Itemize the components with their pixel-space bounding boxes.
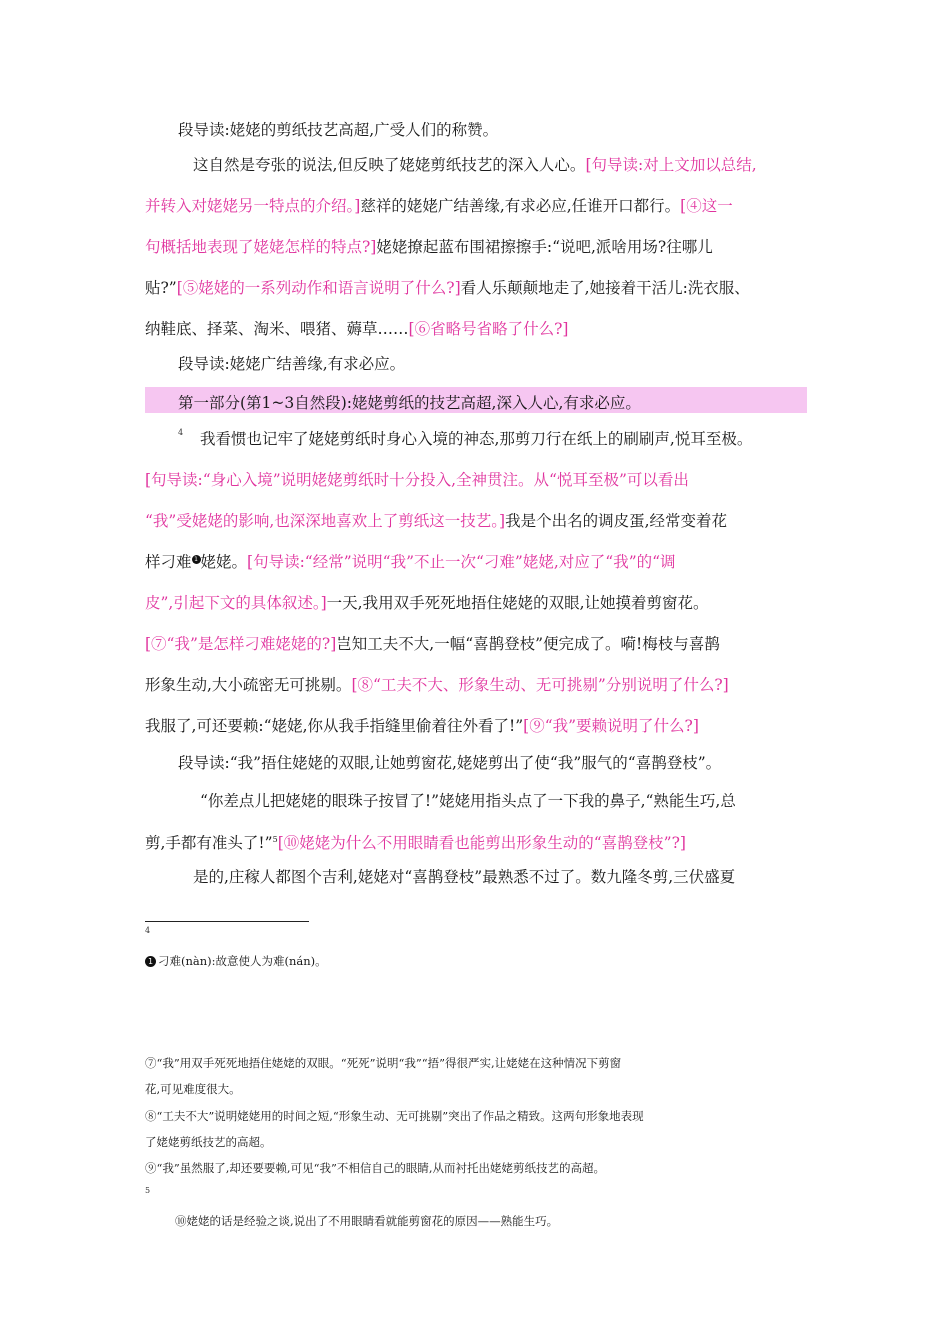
body-line [145, 237, 810, 257]
margin-mark: 4 [178, 428, 184, 437]
annotation-text: [⑤姥姥的一系列动作和语言说明了什么?] [176, 279, 461, 297]
annotation-text: 并转入对姥姥另一特点的介绍。] [145, 197, 361, 215]
footnote-ref: 1 [192, 555, 201, 564]
body-line [178, 354, 843, 374]
annotation-text: 皮”,引起下文的具体叙述。] [145, 594, 327, 612]
main-text: 是的,庄稼人都图个吉利,姥姥对“喜鹊登枝”最熟悉不过了。数九隆冬剪,三伏盛夏 [193, 868, 736, 886]
body-line [145, 196, 810, 216]
body-line [145, 716, 810, 736]
body-line [145, 319, 810, 339]
body-line [178, 753, 843, 773]
main-text: 形象生动,大小疏密无可挑剔。 [145, 676, 352, 694]
main-text: 慈祥的姥姥广结善缘,有求必应,任谁开口都行。 [360, 197, 681, 215]
main-text: 看人乐颠颠地走了,她接着干活儿:洗衣服、 [460, 279, 750, 297]
main-text: 姥姥撩起蓝布围裙擦擦手:“说吧,派啥用场?往哪儿 [376, 238, 713, 256]
note-8-line-2: 了姥姥剪纸技艺的高超。 [145, 1135, 272, 1149]
main-text: “你差点儿把姥姥的眼珠子按冒了!”姥姥用指头点了一下我的鼻子,“熟能生巧,总 [200, 792, 736, 810]
body-line [193, 867, 858, 887]
note-7-line-2: 花,可见难度很大。 [145, 1082, 241, 1096]
note-10: ⑩姥姥的话是经验之谈,说出了不用眼睛看就能剪窗花的原因——熟能生巧。 [175, 1214, 559, 1228]
note-7-line-1: ⑦“我”用双手死死地捂住姥姥的双眼。“死死”说明“我”“捂”得很严实,让姥姥在这种情况下剪窗 [145, 1056, 622, 1070]
note-9: ⑨“我”虽然服了,却还要要赖,可见“我”不相信自己的眼睛,从而衬托出姥姥剪纸技艺的高超。 [145, 1161, 605, 1175]
main-text: 剪,手都有准头了!” [145, 834, 273, 853]
annotation-text: [句导读:“身心入境”说明姥姥剪纸时十分投入,全神贯注。从“悦耳至极”可以看出 [145, 471, 689, 489]
annotation-text: [⑩姥姥为什么不用眼睛看也能剪出形象生动的“喜鹊登枝”?] [277, 834, 686, 853]
margin-mark: 5 [145, 1186, 151, 1195]
body-line [145, 675, 810, 695]
main-text: 我看惯也记牢了姥姥剪纸时身心入境的神态,那剪刀行在纸上的刷刷声,悦耳至极。 [200, 430, 753, 448]
body-line [200, 791, 865, 811]
body-line [178, 120, 843, 140]
main-text: 纳鞋底、择菜、淘米、喂猪、薅草…… [145, 320, 409, 338]
body-line [145, 470, 810, 490]
margin-mark: 4 [145, 926, 151, 935]
main-text: 段导读:姥姥的剪纸技艺高超,广受人们的称赞。 [178, 121, 499, 139]
main-text: 贴?” [145, 279, 177, 297]
main-text: 一天,我用双手死死地捂住姥姥的双眼,让她摸着剪窗花。 [326, 594, 709, 612]
note-8-line-1: ⑧“工夫不大”说明姥姥用的时间之短,“形象生动、无可挑剔”突出了作品之精致。这两句形象地表现 [145, 1109, 644, 1123]
main-text: 岂知工夫不大,一幅“喜鹊登枝”便完成了。嗬!梅枝与喜鹊 [336, 635, 720, 653]
footnote-marker: 1 [145, 956, 156, 967]
body-line [145, 278, 810, 298]
body-line [145, 511, 810, 531]
annotation-text: [④这一 [680, 197, 733, 215]
body-line [145, 634, 810, 654]
body-line [145, 830, 810, 853]
body-line [193, 155, 858, 175]
body-line [200, 429, 865, 449]
footnote-1: 1 刁难(nàn):故意使人为难(nán)。 [145, 953, 825, 969]
annotation-text: [句导读:“经常”说明“我”不止一次“刁难”姥姥,对应了“我”的“调 [247, 553, 676, 571]
margin-mark: 5 [272, 835, 278, 844]
main-text: 第一部分(第1~3自然段):姥姥剪纸的技艺高超,深入人心,有求必应。 [178, 394, 641, 412]
main-text: 样刁难 [145, 553, 192, 571]
main-text: 我服了,可还要赖:“姥姥,你从我手指缝里偷着往外看了!” [145, 717, 524, 735]
main-text: 段导读:姥姥广结善缘,有求必应。 [178, 355, 406, 373]
main-text: 我是个出名的调皮蛋,经常变着花 [505, 512, 728, 530]
main-text: 段导读:“我”捂住姥姥的双眼,让她剪窗花,姥姥剪出了使“我”服气的“喜鹊登枝”。 [178, 754, 722, 772]
main-text: 姥姥。 [200, 553, 248, 571]
body-line [145, 593, 810, 613]
annotation-text: [⑦“我”是怎样刁难姥姥的?] [145, 635, 337, 653]
annotation-text: [⑨“我”要赖说明了什么?] [523, 717, 699, 735]
annotation-text: [⑥省略号省略了什么?] [408, 320, 569, 338]
body-line [178, 393, 843, 413]
annotation-text: “我”受姥姥的影响,也深深地喜欢上了剪纸这一技艺。] [145, 512, 506, 530]
body-line [145, 552, 810, 572]
main-text: 这自然是夸张的说法,但反映了姥姥剪纸技艺的深入人心。 [193, 156, 586, 174]
footnote-rule [145, 921, 309, 922]
annotation-text: 句概括地表现了姥姥怎样的特点?] [145, 238, 377, 256]
annotation-text: [⑧“工夫不大、形象生动、无可挑剔”分别说明了什么?] [351, 676, 729, 694]
annotation-text: [句导读:对上文加以总结, [585, 156, 757, 174]
